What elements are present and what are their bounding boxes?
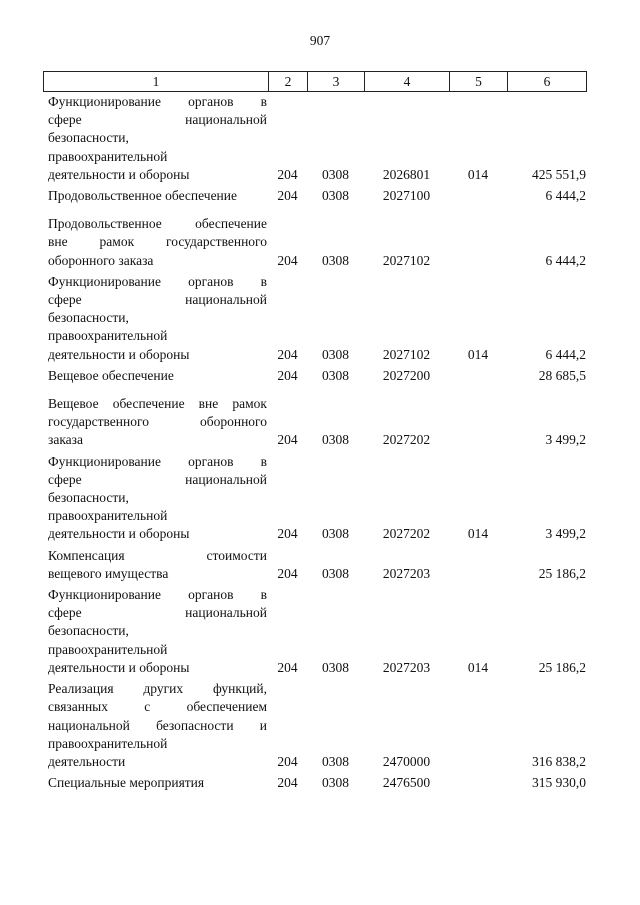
row-name-line: Реализация других функций, bbox=[48, 681, 267, 697]
row-name bbox=[43, 586, 268, 677]
row-amount: 25 186,2 bbox=[538, 565, 586, 581]
row-subsection: 0308 bbox=[322, 252, 349, 268]
table-row bbox=[43, 453, 586, 544]
row-section: 204 bbox=[277, 252, 298, 268]
row-target-article: 2027202 bbox=[382, 526, 431, 542]
column-header-subsection: 3 bbox=[308, 72, 365, 92]
row-name-line: правоохранительной bbox=[48, 148, 168, 164]
table-row bbox=[43, 187, 586, 205]
row-expense-type: 014 bbox=[467, 346, 489, 362]
row-name-line: сфере национальной bbox=[48, 112, 267, 128]
row-section: 204 bbox=[277, 775, 298, 791]
row-section: 204 bbox=[277, 367, 298, 383]
row-subsection: 0308 bbox=[322, 166, 349, 182]
row-name-line: Компенсация стоимости bbox=[48, 547, 267, 563]
column-header-row bbox=[44, 72, 587, 92]
row-name-line: правоохранительной bbox=[48, 641, 168, 657]
row-name-line: безопасности, bbox=[48, 310, 129, 326]
row-section: 204 bbox=[277, 659, 298, 675]
row-target-article: 2476500 bbox=[382, 775, 431, 791]
row-name-line: Специальные мероприятия bbox=[48, 775, 205, 791]
row-target-article: 2026801 bbox=[382, 166, 431, 182]
column-header-name: 1 bbox=[44, 72, 269, 92]
row-amount: 315 930,0 bbox=[532, 775, 586, 791]
row-name bbox=[43, 774, 268, 792]
row-target-article: 2470000 bbox=[382, 753, 431, 769]
row-name-line: деятельности bbox=[48, 753, 126, 769]
row-name-line: оборонного заказа bbox=[48, 252, 154, 268]
row-expense-type: 014 bbox=[467, 166, 489, 182]
table-row bbox=[43, 774, 586, 792]
row-target-article: 2027200 bbox=[382, 367, 431, 383]
row-name-line: Функционирование органов в bbox=[48, 587, 267, 603]
column-header-target: 4 bbox=[365, 72, 450, 92]
row-section: 204 bbox=[277, 565, 298, 581]
row-amount: 6 444,2 bbox=[545, 346, 586, 362]
row-name-line: сфере национальной bbox=[48, 292, 267, 308]
row-name bbox=[43, 395, 268, 450]
row-subsection: 0308 bbox=[322, 188, 349, 204]
row-section: 204 bbox=[277, 166, 298, 182]
row-name-line: Вещевое обеспечение bbox=[48, 367, 174, 383]
row-expense-type: 014 bbox=[467, 526, 489, 542]
row-section: 204 bbox=[277, 526, 298, 542]
table-row bbox=[43, 586, 586, 677]
row-section: 204 bbox=[277, 753, 298, 769]
row-amount: 25 186,2 bbox=[538, 659, 586, 675]
row-name-line: Продовольственное обеспечение bbox=[48, 188, 237, 204]
row-name-line: Вещевое обеспечение вне рамок bbox=[48, 396, 267, 412]
row-name-line: правоохранительной bbox=[48, 328, 168, 344]
row-subsection: 0308 bbox=[322, 346, 349, 362]
row-amount: 6 444,2 bbox=[545, 188, 586, 204]
page-number: 907 bbox=[309, 33, 331, 48]
row-name-line: вне рамок государственного bbox=[48, 234, 267, 250]
row-target-article: 2027203 bbox=[382, 659, 431, 675]
row-subsection: 0308 bbox=[322, 367, 349, 383]
row-name bbox=[43, 367, 268, 385]
row-section: 204 bbox=[277, 188, 298, 204]
table-row bbox=[43, 367, 586, 385]
budget-rows bbox=[43, 93, 586, 795]
row-target-article: 2027102 bbox=[382, 346, 431, 362]
row-name-line: правоохранительной bbox=[48, 735, 168, 751]
table-row bbox=[43, 93, 586, 184]
table-row bbox=[43, 680, 586, 771]
row-name-line: деятельности и обороны bbox=[48, 166, 190, 182]
table-row bbox=[43, 547, 586, 583]
table-row bbox=[43, 395, 586, 450]
row-name-line: безопасности, bbox=[48, 623, 129, 639]
row-target-article: 2027202 bbox=[382, 432, 431, 448]
row-subsection: 0308 bbox=[322, 753, 349, 769]
row-name-line: Функционирование органов в bbox=[48, 273, 267, 289]
row-subsection: 0308 bbox=[322, 565, 349, 581]
table-row bbox=[43, 273, 586, 364]
row-name bbox=[43, 93, 268, 184]
row-name-line: государственного оборонного bbox=[48, 414, 267, 430]
row-name-line: деятельности и обороны bbox=[48, 526, 190, 542]
row-amount: 3 499,2 bbox=[545, 432, 586, 448]
row-section: 204 bbox=[277, 432, 298, 448]
row-name-line: национальной безопасности и bbox=[48, 717, 267, 733]
row-name-line: вещевого имущества bbox=[48, 565, 169, 581]
row-subsection: 0308 bbox=[322, 526, 349, 542]
row-amount: 28 685,5 bbox=[538, 367, 586, 383]
row-name-line: сфере национальной bbox=[48, 605, 267, 621]
row-amount: 3 499,2 bbox=[545, 526, 586, 542]
row-name bbox=[43, 273, 268, 364]
row-name-line: безопасности, bbox=[48, 490, 129, 506]
row-name-line: деятельности и обороны bbox=[48, 346, 190, 362]
row-subsection: 0308 bbox=[322, 432, 349, 448]
row-name bbox=[43, 453, 268, 544]
row-name-line: правоохранительной bbox=[48, 508, 168, 524]
row-amount: 6 444,2 bbox=[545, 252, 586, 268]
row-name bbox=[43, 680, 268, 771]
column-header-table bbox=[43, 71, 587, 92]
row-name-line: Функционирование органов в bbox=[48, 453, 267, 469]
column-header-amount: 6 bbox=[508, 72, 587, 92]
column-header-expense-type: 5 bbox=[450, 72, 508, 92]
row-amount: 425 551,9 bbox=[532, 166, 586, 182]
table-row bbox=[43, 215, 586, 270]
row-target-article: 2027100 bbox=[382, 188, 431, 204]
row-name bbox=[43, 187, 268, 205]
row-target-article: 2027102 bbox=[382, 252, 431, 268]
row-name bbox=[43, 215, 268, 270]
row-name-line: сфере национальной bbox=[48, 471, 267, 487]
row-expense-type: 014 bbox=[467, 659, 489, 675]
row-name-line: безопасности, bbox=[48, 130, 129, 146]
row-subsection: 0308 bbox=[322, 659, 349, 675]
row-section: 204 bbox=[277, 346, 298, 362]
row-name-line: связанных с обеспечением bbox=[48, 699, 267, 715]
row-name-line: Продовольственное обеспечение bbox=[48, 216, 267, 232]
row-name-line: Функционирование органов в bbox=[48, 94, 267, 109]
column-header-section: 2 bbox=[269, 72, 308, 92]
row-subsection: 0308 bbox=[322, 775, 349, 791]
row-target-article: 2027203 bbox=[382, 565, 431, 581]
row-name-line: заказа bbox=[48, 432, 83, 448]
row-amount: 316 838,2 bbox=[532, 753, 586, 769]
row-name bbox=[43, 547, 268, 583]
row-name-line: деятельности и обороны bbox=[48, 659, 190, 675]
